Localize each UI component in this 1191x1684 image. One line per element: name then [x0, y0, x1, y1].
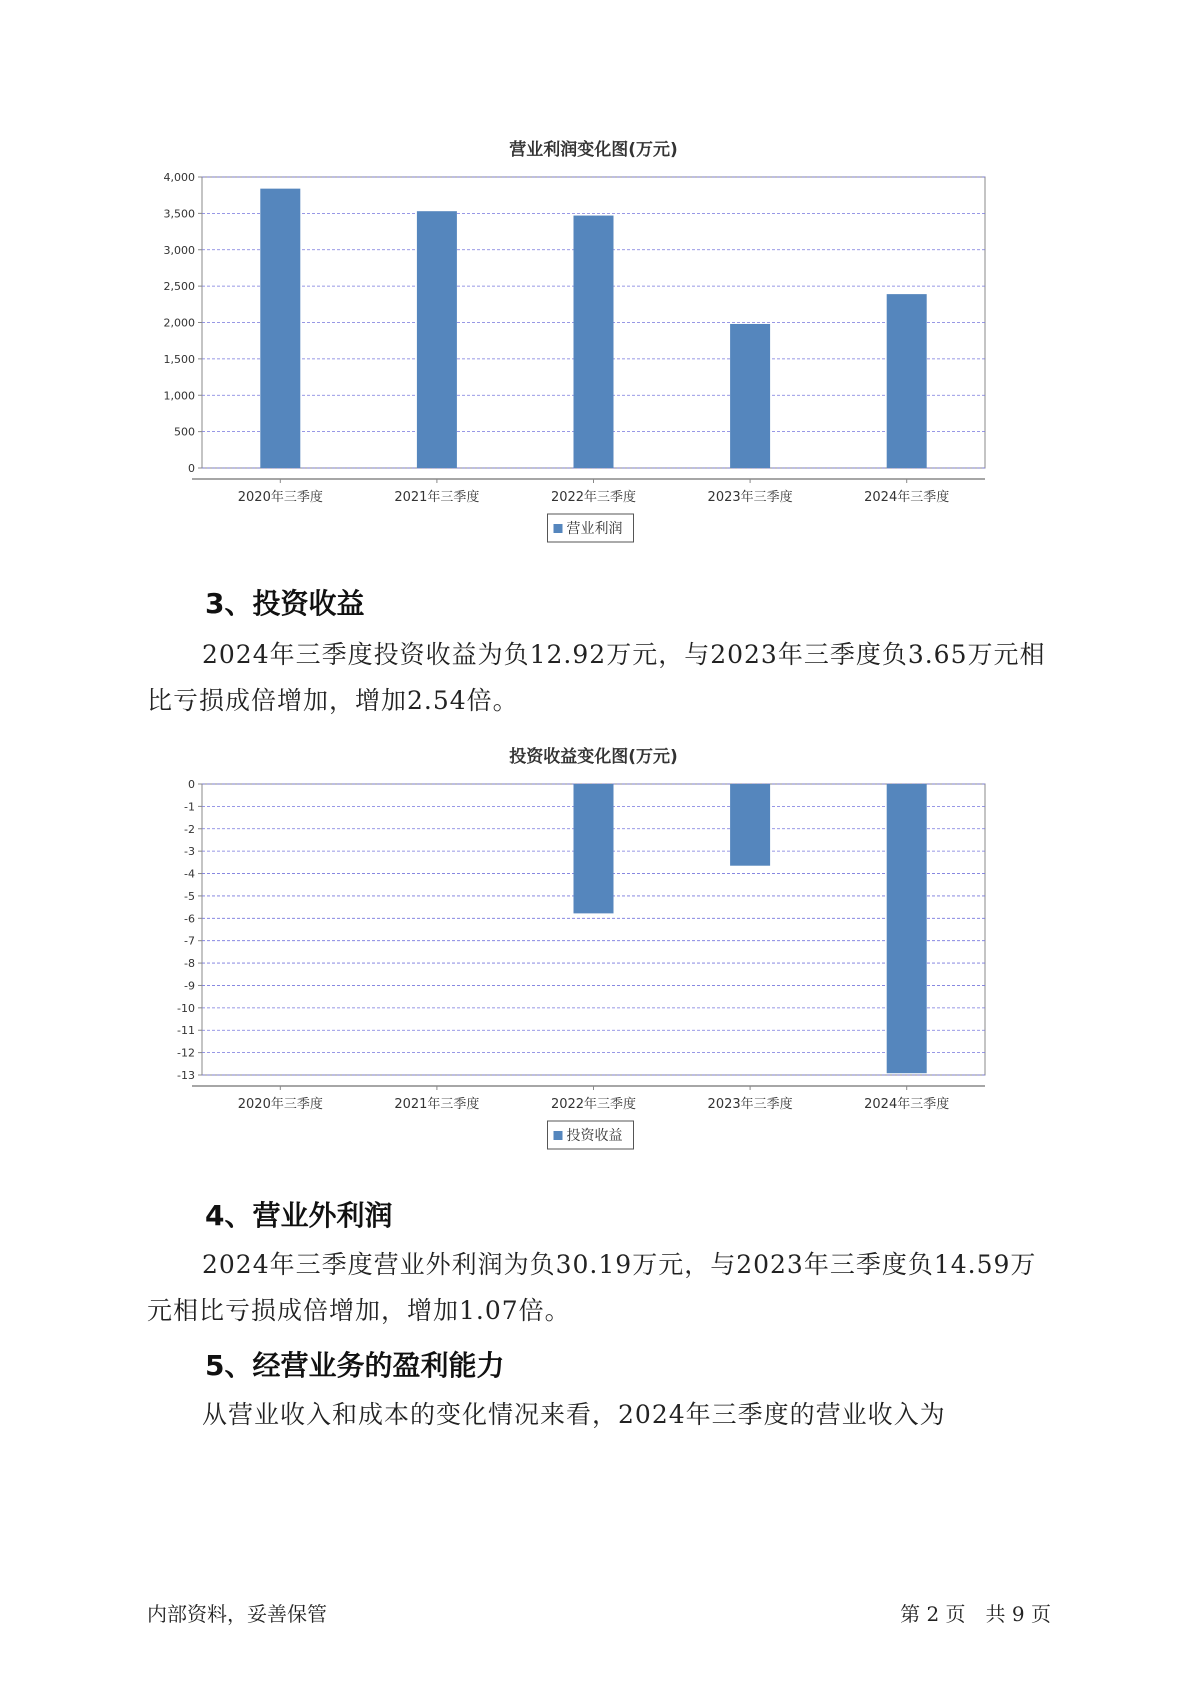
chart-svg [150, 742, 1030, 1162]
legend-swatch [554, 524, 563, 533]
bar [417, 211, 457, 468]
legend-swatch [554, 1131, 563, 1140]
y-tick-label: 3,500 [163, 207, 195, 221]
chart-title: 营业利润变化图(万元) [509, 140, 678, 160]
y-tick-label: 0 [188, 778, 195, 791]
investment-income-chart [150, 742, 1030, 1162]
y-tick-label: -4 [184, 867, 195, 881]
x-tick-label: 2020年三季度 [237, 490, 323, 505]
x-tick-label: 2021年三季度 [394, 490, 480, 505]
bar [730, 784, 770, 866]
section-title-investment-income: 3、投资收益 [205, 587, 365, 620]
y-tick-label: -1 [184, 800, 195, 814]
bar [574, 784, 614, 913]
x-tick-label: 2020年三季度 [237, 1097, 323, 1112]
y-tick-label: -3 [184, 845, 195, 859]
x-tick-label: 2023年三季度 [707, 490, 793, 505]
operating-profit-chart [150, 135, 1030, 555]
y-tick-label: -7 [184, 934, 195, 948]
x-tick-label: 2022年三季度 [550, 490, 637, 505]
legend-label: 投资收益 [566, 1128, 623, 1144]
bar [260, 189, 300, 468]
x-tick-label: 2024年三季度 [864, 490, 950, 505]
y-tick-label: 1,000 [163, 389, 195, 403]
section-title-non-operating-profit: 4、营业外利润 [205, 1199, 393, 1232]
y-tick-label: 500 [174, 425, 195, 439]
y-tick-label: -10 [177, 1001, 195, 1015]
x-tick-label: 2024年三季度 [864, 1097, 950, 1112]
y-tick-label: 2,500 [163, 280, 195, 294]
y-tick-label: -13 [177, 1069, 195, 1082]
paragraph-investment-income: 2024年三季度投资收益为负12.92万元，与2023年三季度负3.65万元相比亏损成倍增加，增加2.54倍。 [147, 640, 1046, 715]
y-tick-label: 4,000 [163, 171, 195, 184]
bar [730, 324, 770, 468]
y-tick-label: -8 [184, 957, 195, 971]
paragraph-non-operating-profit: 2024年三季度营业外利润为负30.19万元，与2023年三季度负14.59万元相比亏损成倍增加，增加1.07倍。 [147, 1250, 1037, 1325]
y-tick-label: -11 [177, 1024, 195, 1038]
y-tick-label: -5 [184, 889, 195, 903]
x-tick-label: 2021年三季度 [394, 1097, 480, 1112]
y-tick-label: 2,000 [163, 316, 195, 330]
x-tick-label: 2023年三季度 [707, 1097, 793, 1112]
chart-svg [150, 135, 1030, 555]
chart-title: 投资收益变化图(万元) [509, 747, 678, 767]
footer-confidential-note: 内部资料，妥善保管 [147, 1602, 327, 1626]
y-tick-label: 0 [188, 462, 195, 475]
y-tick-label: -6 [184, 912, 195, 926]
bar [887, 294, 927, 468]
paragraph-profitability: 从营业收入和成本的变化情况来看，2024年三季度的营业收入为 [202, 1400, 946, 1429]
y-tick-label: -2 [184, 822, 195, 836]
y-tick-label: 1,500 [163, 352, 195, 366]
y-tick-label: -12 [177, 1046, 195, 1060]
legend-label: 营业利润 [566, 521, 623, 537]
y-tick-label: -9 [184, 979, 195, 993]
footer-page-number: 第 2 页 共 9 页 [900, 1602, 1051, 1626]
bar [887, 784, 927, 1073]
x-tick-label: 2022年三季度 [550, 1097, 637, 1112]
section-title-profitability: 5、经营业务的盈利能力 [205, 1349, 505, 1382]
y-tick-label: 3,000 [163, 243, 195, 257]
bar [574, 216, 614, 468]
